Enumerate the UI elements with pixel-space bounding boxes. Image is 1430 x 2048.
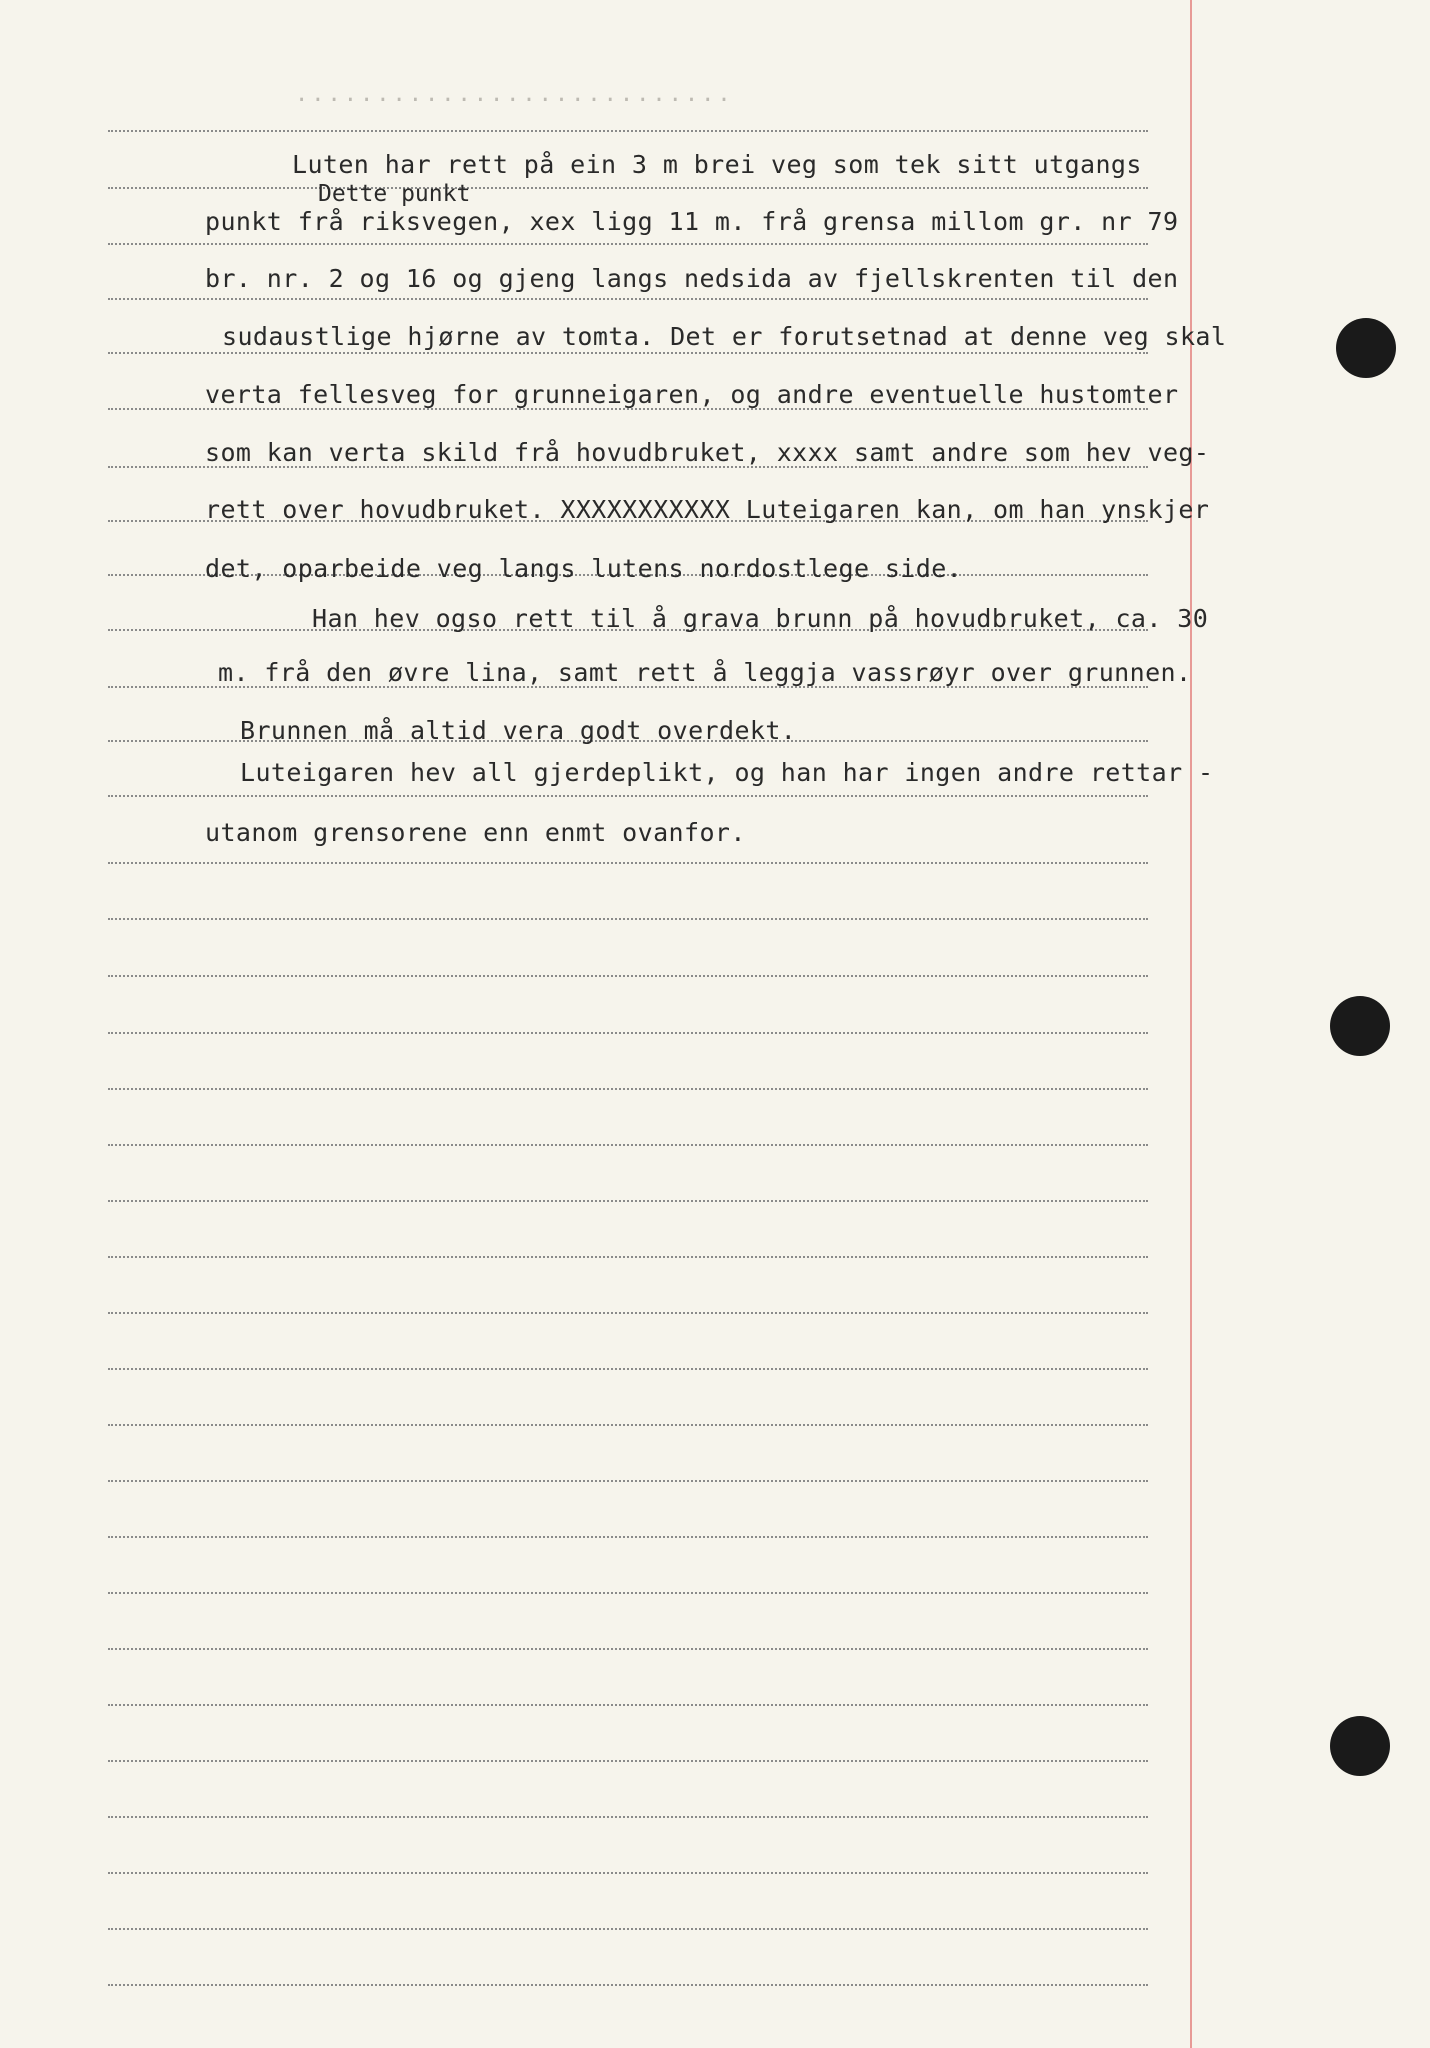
- text-line-8: det, oparbeide veg langs lutens nordostlege side.: [205, 554, 963, 583]
- ruled-line: [108, 187, 1148, 189]
- ruled-line: [108, 1928, 1148, 1930]
- ruled-line: [108, 1368, 1148, 1370]
- ruled-line: [108, 1816, 1148, 1818]
- ruled-line: [108, 1480, 1148, 1482]
- ruled-line: [108, 1088, 1148, 1090]
- ruled-line: [108, 243, 1148, 245]
- interlinear-insert: Dette punkt: [318, 181, 471, 207]
- ruled-line: [108, 1312, 1148, 1314]
- text-line-3: br. nr. 2 og 16 og gjeng langs nedsida av fjellskrenten til den: [205, 264, 1179, 293]
- ruled-line: [108, 862, 1148, 864]
- ruled-line: [108, 1648, 1148, 1650]
- header-smudge: ...........................: [295, 82, 734, 107]
- ruled-line: [108, 352, 1148, 354]
- ruled-line: [108, 1872, 1148, 1874]
- ruled-line: [108, 1200, 1148, 1202]
- punch-hole: [1330, 996, 1390, 1056]
- punch-hole: [1336, 318, 1396, 378]
- ruled-line: [108, 1032, 1148, 1034]
- ruled-line: [108, 918, 1148, 920]
- ruled-line: [108, 1592, 1148, 1594]
- ruled-line: [108, 1144, 1148, 1146]
- ruled-line: [108, 1536, 1148, 1538]
- ruled-line: [108, 1424, 1148, 1426]
- text-line-10: m. frå den øvre lina, samt rett å leggja vassrøyr over grunnen.: [218, 658, 1192, 687]
- ruled-line: [108, 795, 1148, 797]
- punch-hole: [1330, 1716, 1390, 1776]
- text-line-5: verta fellesveg for grunneigaren, og andre eventuelle hustomter: [205, 380, 1179, 409]
- ruled-line: [108, 298, 1148, 300]
- ruled-line: [108, 1760, 1148, 1762]
- text-line-4: sudaustlige hjørne av tomta. Det er forutsetnad at denne veg skal: [222, 322, 1227, 351]
- ruled-line: [108, 1704, 1148, 1706]
- ruled-line: [108, 1984, 1148, 1986]
- text-line-2: punkt frå riksvegen, xex ligg 11 m. frå grensa millom gr. nr 79: [205, 207, 1179, 236]
- text-line-11: Brunnen må altid vera godt overdekt.: [240, 716, 797, 745]
- ruled-line: [108, 130, 1148, 132]
- text-line-6: som kan verta skild frå hovudbruket, xxxx samt andre som hev veg-: [205, 438, 1210, 467]
- margin-line: [1190, 0, 1192, 2048]
- ruled-line: [108, 1256, 1148, 1258]
- text-line-7: rett over hovudbruket. XXXXXXXXXXX Luteigaren kan, om han ynskjer: [205, 495, 1210, 524]
- text-line-13: utanom grensorene enn enmt ovanfor.: [205, 818, 746, 847]
- ruled-line: [108, 975, 1148, 977]
- text-line-12: Luteigaren hev all gjerdeplikt, og han har ingen andre rettar -: [240, 758, 1214, 787]
- text-line-1: Luten har rett på ein 3 m brei veg som tek sitt utgangs: [292, 150, 1142, 179]
- text-line-9: Han hev ogso rett til å grava brunn på hovudbruket, ca. 30: [312, 604, 1209, 633]
